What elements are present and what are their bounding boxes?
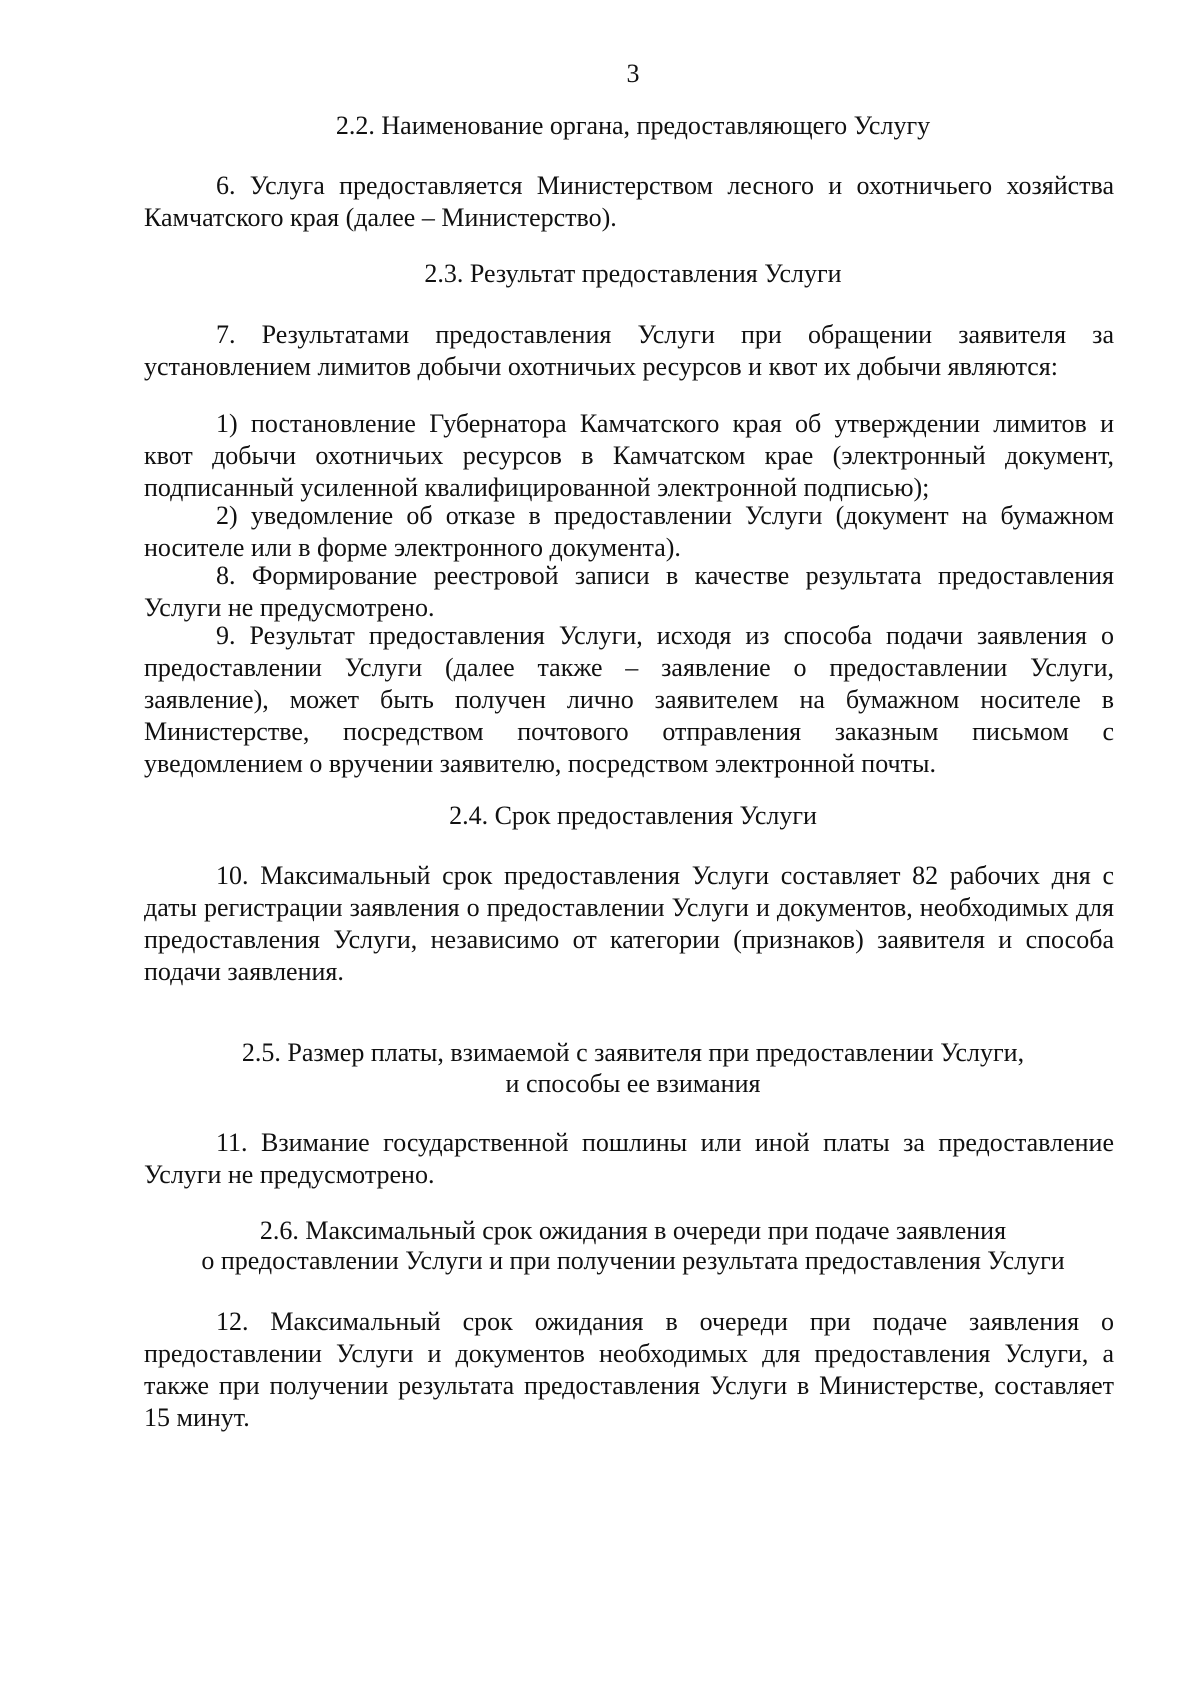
paragraph-7: 7. Результатами предоставления Услуги при обращении заявителя за установлением лимитов добычи охотничьих ресурсов и квот их добычи являются: (144, 320, 1114, 381)
section-heading-2-3: 2.3. Результат предоставления Услуги (424, 259, 842, 288)
paragraph-10: 10. Максимальный срок предоставления Услуги составляет 82 рабочих дня с даты регистрации заявления о предоставлении Услуги и документов, необходимых для предоставления Услуги, независимо от категории (признаков) заявителя и способа подачи заявления. (144, 861, 1114, 986)
section-heading-2-6-line-2: о предоставлении Услуги и при получении результата предоставления Услуги (201, 1246, 1065, 1275)
page-number: 3 (626, 59, 640, 88)
section-heading-2-4: 2.4. Срок предоставления Услуги (449, 801, 817, 830)
paragraph-7-item-1: 1) постановление Губернатора Камчатского края об утверждении лимитов и квот добычи охотничьих ресурсов в Камчатском крае (электронный документ, подписанный усиленной квалифицированной электронной подписью); (144, 409, 1114, 502)
section-heading-2-5-line-1: 2.5. Размер платы, взимаемой с заявителя при предоставлении Услуги, (241, 1038, 1025, 1067)
paragraph-6: 6. Услуга предоставляется Министерством лесного и охотничьего хозяйства Камчатского края (далее – Министерство). (144, 171, 1114, 232)
paragraph-7-item-2: 2) уведомление об отказе в предоставлении Услуги (документ на бумажном носителе или в форме электронного документа). (144, 501, 1114, 562)
paragraph-8: 8. Формирование реестровой записи в качестве результата предоставления Услуги не предусмотрено. (144, 561, 1114, 622)
paragraph-11: 11. Взимание государственной пошлины или иной платы за предоставление Услуги не предусмотрено. (144, 1128, 1114, 1189)
section-heading-2-2: 2.2. Наименование органа, предоставляющего Услугу (335, 111, 931, 140)
section-heading-2-5-line-2: и способы ее взимания (505, 1069, 761, 1098)
section-heading-2-6-line-1: 2.6. Максимальный срок ожидания в очереди при подаче заявления (259, 1216, 1007, 1245)
paragraph-9: 9. Результат предоставления Услуги, исходя из способа подачи заявления о предоставлении Услуги (далее также – заявление о предоставлении Услуги, заявление), может быть получен лично заявителем на бумажном носителе в Министерстве, посредством почтового отправления заказным письмом с уведомлением о вручении заявителю, посредством электронной почты. (144, 621, 1114, 778)
paragraph-12: 12. Максимальный срок ожидания в очереди при подаче заявления о предоставлении Услуги и документов необходимых для предоставления Услуги, а также при получении результата предоставления Услуги в Министерстве, составляет 15 минут. (144, 1307, 1114, 1432)
